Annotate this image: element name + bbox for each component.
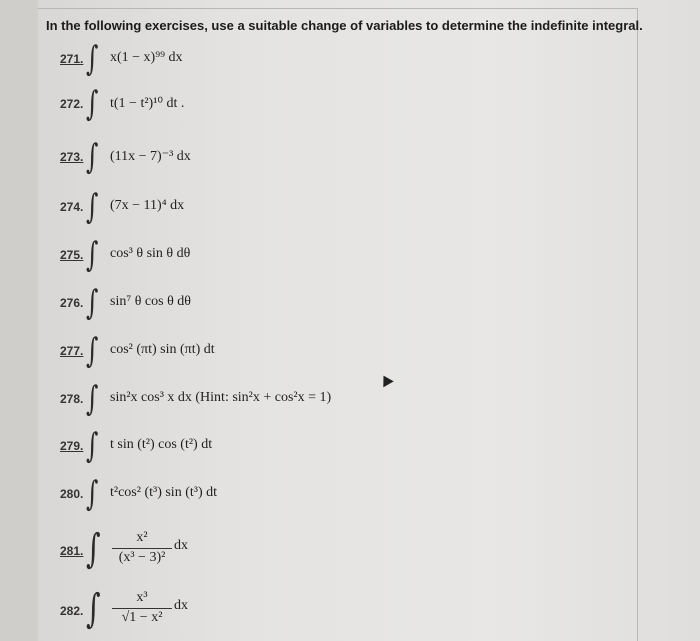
integrand: t²cos² (t³) sin (t³) dt xyxy=(110,485,217,500)
exercise-number[interactable]: 275. xyxy=(60,248,84,262)
fraction-bar xyxy=(112,548,172,549)
integral-sign: ∫ xyxy=(86,84,99,124)
exercise-number: 282. xyxy=(60,604,84,618)
integrand: sin²x cos³ x dx (Hint: sin²x + cos²x = 1) xyxy=(110,390,332,405)
denominator: (x³ − 3)² xyxy=(118,550,166,565)
exercise-number[interactable]: 277. xyxy=(60,344,84,358)
integral-sign: ∫ xyxy=(86,426,99,466)
exercise-number[interactable]: 273. xyxy=(60,150,84,164)
denominator: √1 − x² xyxy=(121,610,163,625)
integrand: sin⁷ θ cos θ dθ xyxy=(110,294,191,309)
fraction-bar xyxy=(112,608,172,609)
exercise-number[interactable]: 281. xyxy=(60,544,84,558)
page-shadow-edge xyxy=(0,0,38,641)
integral-sign: ∫ xyxy=(86,526,101,572)
integrand: cos³ θ sin θ dθ xyxy=(110,246,191,261)
box-border-top xyxy=(38,8,638,9)
integral-sign: ∫ xyxy=(86,187,99,227)
integral-sign: ∫ xyxy=(86,283,99,323)
exercise-number: 272. xyxy=(60,97,84,111)
integrand: (7x − 11)⁴ dx xyxy=(110,198,185,213)
integrand: t sin (t²) cos (t²) dt xyxy=(110,437,213,452)
exercise-number[interactable]: 279. xyxy=(60,439,84,453)
integral-sign: ∫ xyxy=(86,137,99,177)
exercise-number[interactable]: 271. xyxy=(60,52,84,66)
box-border-right xyxy=(637,8,638,641)
exercise-number: 278. xyxy=(60,392,84,406)
exercise-number: 276. xyxy=(60,296,84,310)
instructions-heading: In the following exercises, use a suitable change of variables to determine the indefinite integral. xyxy=(46,18,643,33)
integral-sign: ∫ xyxy=(86,235,99,275)
integral-sign: ∫ xyxy=(86,331,99,371)
numerator: x² xyxy=(136,530,148,545)
differential: dx xyxy=(174,538,188,553)
integral-sign: ∫ xyxy=(86,379,99,419)
integral-sign: ∫ xyxy=(86,39,99,79)
integrand: x(1 − x)⁹⁹ dx xyxy=(110,50,183,65)
exercise-number: 274. xyxy=(60,200,84,214)
integrand: t(1 − t²)¹⁰ dt . xyxy=(110,96,185,111)
numerator: x³ xyxy=(136,590,148,605)
integrand: (11x − 7)⁻³ dx xyxy=(110,149,191,164)
exercise-number: 280. xyxy=(60,487,84,501)
differential: dx xyxy=(174,598,188,613)
integral-sign: ∫ xyxy=(86,586,101,632)
integrand: cos² (πt) sin (πt) dt xyxy=(110,342,215,357)
integral-sign: ∫ xyxy=(86,474,99,514)
mouse-cursor-icon xyxy=(378,373,393,388)
